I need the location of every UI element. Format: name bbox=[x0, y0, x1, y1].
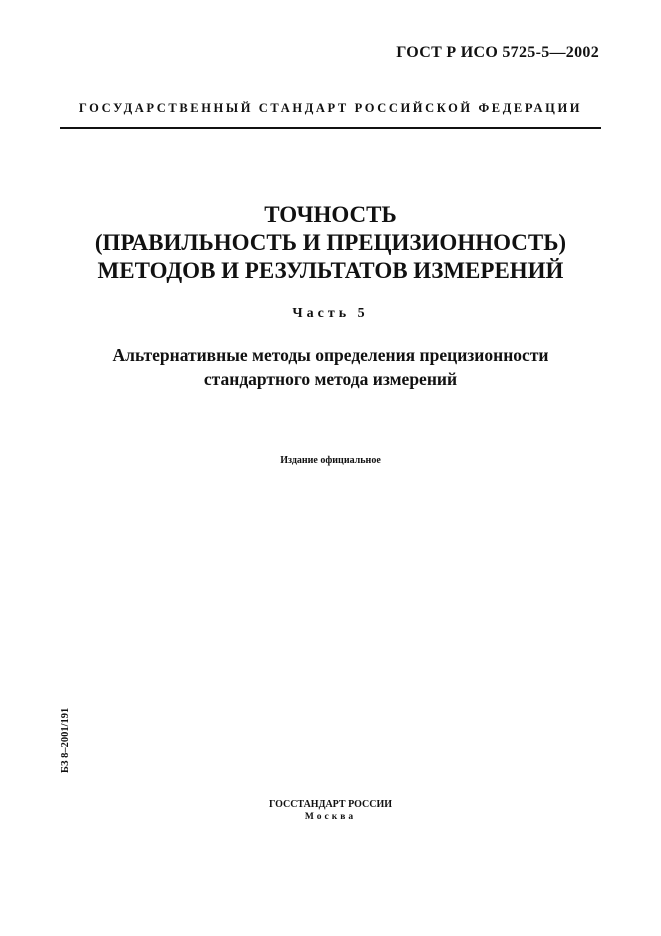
vertical-catalog-code: БЗ 8–2001/191 bbox=[60, 707, 71, 773]
part-number: Часть 5 bbox=[292, 306, 369, 321]
title-line: ТОЧНОСТЬ bbox=[264, 202, 397, 227]
subtitle-line: Альтернативные методы определения прецизионности bbox=[112, 345, 549, 365]
edition-note: Издание официальное bbox=[280, 455, 381, 466]
issuing-authority: ГОСУДАРСТВЕННЫЙ СТАНДАРТ РОССИЙСКОЙ ФЕДЕРАЦИИ bbox=[78, 101, 583, 115]
title-line: МЕТОДОВ И РЕЗУЛЬТАТОВ ИЗМЕРЕНИЙ bbox=[97, 258, 564, 283]
subtitle-line: стандартного метода измерений bbox=[203, 369, 458, 389]
publisher-name: ГОССТАНДАРТ РОССИИ bbox=[268, 799, 393, 810]
title-line: (ПРАВИЛЬНОСТЬ И ПРЕЦИЗИОННОСТЬ) bbox=[94, 230, 567, 255]
publication-city: Москва bbox=[304, 812, 357, 822]
document-code: ГОСТ Р ИСО 5725-5—2002 bbox=[396, 44, 599, 61]
header-divider bbox=[60, 127, 601, 129]
document-title bbox=[30, 201, 631, 285]
document-subtitle bbox=[30, 343, 631, 391]
